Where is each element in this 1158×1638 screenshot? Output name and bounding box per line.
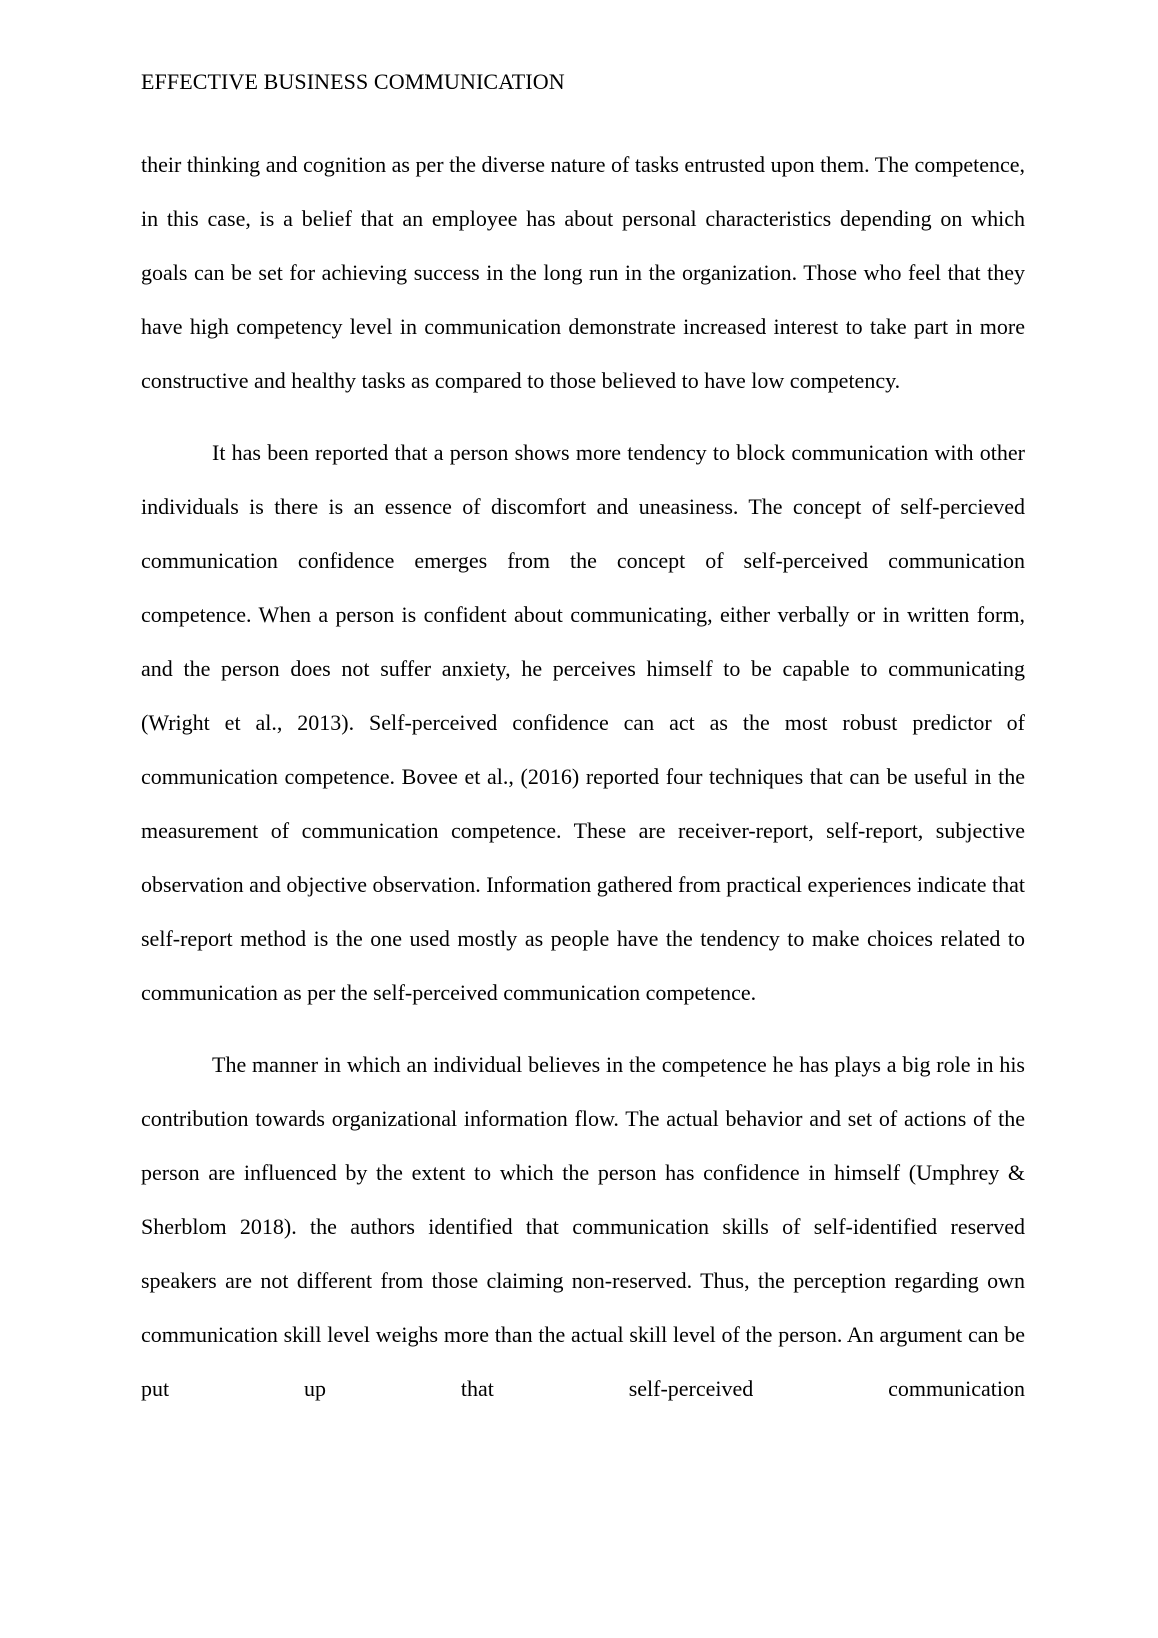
paragraph-continued: their thinking and cognition as per the diverse nature of tasks entrusted upon them. The competence, in this case, is a belief that an employee has about personal characteristics depending on which goals can be set for achieving success in the long run in the organization. Those who feel that they have high competency level in communication demonstrate increased interest to take part in more constructive and healthy tasks as compared to those believed to have low competency. (141, 152, 1025, 393)
paragraph-belief-in-competence: The manner in which an individual believes in the competence he has plays a big role in his contribution towards organizational information flow. The actual behavior and set of actions of the person are influenced by the extent to which the person has confidence in himself (Umphrey & Sherblom 2018). the authors identified that communication skills of self-identified reserved speakers are not different from those claiming non-reserved. Thus, the perception regarding own communication skill level weighs more than the actual skill level of the person. An argument can be put up that self-perceived communication (141, 1052, 1025, 1401)
paragraph-self-perceived-confidence: It has been reported that a person shows more tendency to block communication with other individuals is there is an essence of discomfort and uneasiness. The concept of self-percieved communication confidence emerges from the concept of self-perceived communication competence. When a person is confident about communicating, either verbally or in written form, and the person does not suffer anxiety, he perceives himself to be capable to communicating (Wright et al., 2013). Self-perceived confidence can act as the most robust predictor of communication competence. Bovee et al., (2016) reported four techniques that can be useful in the measurement of communication competence. These are receiver-report, self-report, subjective observation and objective observation. Information gathered from practical experiences indicate that self-report method is the one used mostly as people have the tendency to make choices related to communication as per the self-perceived communication competence. (141, 440, 1025, 1005)
body-text (141, 138, 1025, 1416)
running-head: EFFECTIVE BUSINESS COMMUNICATION (141, 69, 565, 94)
